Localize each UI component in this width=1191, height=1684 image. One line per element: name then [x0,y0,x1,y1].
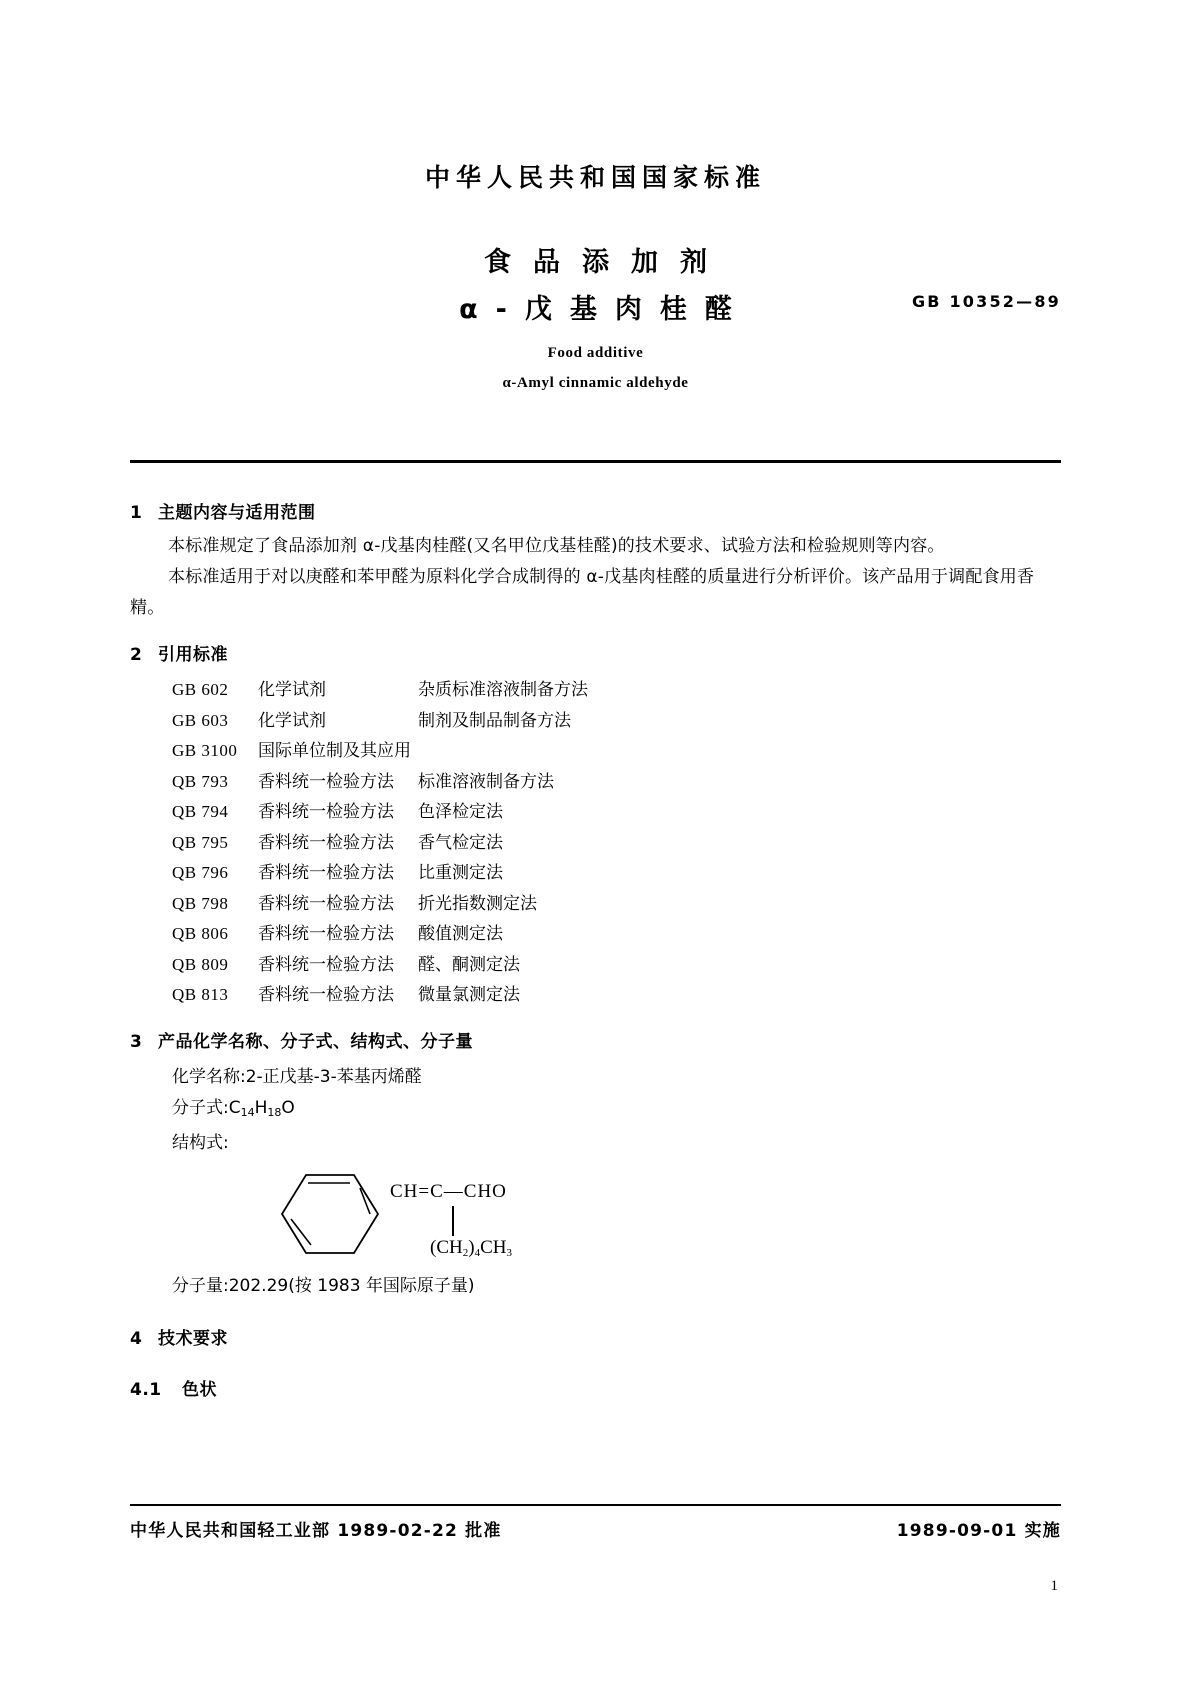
footer-effective-date: 1989-09-01 实施 [896,1521,1061,1541]
reference-title-sub: 香气检定法 [418,832,503,853]
reference-code: GB 603 [172,710,229,730]
reference-title-main: 化学试剂 [258,680,326,700]
reference-title-main: 香料统一检验方法 [258,985,394,1005]
molecular-weight-line: 分子量:202.29(按 1983 年国际原子量) [172,1275,475,1296]
reference-code: QB 795 [172,832,229,852]
reference-code: QB 806 [172,924,229,943]
list-item [130,706,1061,737]
reference-code: QB 794 [172,802,229,821]
section-heading-4 [130,1324,1061,1349]
branch-sub-3: 3 [506,1246,512,1259]
page-title-english-line1: Food additive [547,345,644,361]
list-item [130,767,1061,798]
reference-title-main: 香料统一检验方法 [258,954,394,975]
page-title-english-line2: α-Amyl cinnamic aldehyde [502,375,689,391]
reference-code: QB 809 [172,954,229,974]
page-title-line2: α-戊基肉桂醛 [459,294,750,325]
branch-end: CH [480,1236,507,1258]
reference-code: QB 813 [172,985,229,1004]
page-title-line1: 食品添加剂 [484,247,729,278]
referenced-standards-list [130,675,1061,1011]
list-item [130,675,1061,706]
footer-divider [130,1504,1061,1506]
structure-chain-text: CH=C—CHO [390,1180,507,1202]
section-number-1: 1 [130,503,143,523]
formula-h: H [254,1097,268,1118]
list-item [130,889,1061,920]
section-heading-4-1 [130,1375,1061,1400]
section1-paragraph-1: 本标准规定了食品添加剂 α-戊基肉桂醛(又名甲位戊基桂醛)的技术要求、试验方法和检验规则等内容。 [168,536,945,556]
benzene-ring-icon [280,1171,380,1262]
section-heading-1 [130,498,1061,523]
page-header-national: 中华人民共和国国家标准 [424,163,766,192]
section-heading-2 [130,640,1061,665]
reference-title-main: 香料统一检验方法 [258,771,394,792]
reference-code: QB 798 [172,893,229,913]
formula-subscript-2: 18 [267,1105,282,1119]
reference-title-sub: 醛、酮测定法 [418,954,520,975]
list-item [130,858,1061,889]
branch-sub-1: 2 [462,1246,469,1259]
reference-title-main: 国际单位制及其应用 [258,741,411,761]
structural-formula-figure [280,1159,700,1279]
footer-approval-text: 中华人民共和国轻工业部 1989-02-22 批准 [130,1521,502,1541]
reference-title-main: 香料统一检验方法 [258,893,394,914]
section-title-1: 主题内容与适用范围 [158,503,316,523]
section-heading-3 [130,1027,1061,1052]
reference-title-sub: 折光指数测定法 [418,893,537,914]
reference-title-main: 化学试剂 [258,710,326,731]
reference-title-sub: 标准溶液制备方法 [418,771,554,792]
reference-title-sub: 微量氯测定法 [418,985,520,1005]
molecular-formula-label: 分子式:C [172,1097,241,1118]
reference-title-sub: 色泽检定法 [418,802,503,822]
structure-branch-text [430,1237,512,1259]
reference-code: GB 602 [172,680,229,699]
reference-title-sub: 酸值测定法 [418,924,503,944]
molecular-formula-line [172,1093,1061,1128]
section-number-3: 3 [130,1031,143,1052]
section1-paragraph-2: 本标准适用于对以庚醛和苯甲醛为原料化学合成制得的 α-戊基肉桂醛的质量进行分析评价。该产品用于调配食用香精。 [130,567,1035,618]
section-number-4: 4 [130,1328,143,1349]
list-item [130,919,1061,950]
formula-o: O [281,1097,295,1118]
page-number: 1 [1050,1578,1058,1594]
structure-vertical-bond [452,1206,454,1236]
branch-mid: ) [468,1236,475,1258]
section-number-2: 2 [130,645,143,665]
section-title-3: 产品化学名称、分子式、结构式、分子量 [158,1031,473,1052]
reference-title-sub: 制剂及制品制备方法 [418,710,571,731]
chemical-name-line: 化学名称:2-正戊基-3-苯基丙烯醛 [172,1066,422,1087]
header-divider [130,460,1061,463]
list-item [130,797,1061,828]
list-item [130,980,1061,1011]
branch-sub-2: 4 [474,1246,481,1259]
reference-title-main: 香料统一检验方法 [258,832,394,853]
section-title-4: 技术要求 [158,1328,228,1349]
section-title-2: 引用标准 [158,645,228,665]
list-item [130,950,1061,981]
reference-title-main: 香料统一检验方法 [258,863,394,883]
branch-pre: (CH [430,1236,463,1258]
reference-title-sub: 比重测定法 [418,863,503,883]
standard-number: GB 10352—89 [911,292,1061,311]
structural-formula-label: 结构式: [172,1132,229,1153]
section-title-4-1: 色状 [182,1379,217,1400]
list-item [130,828,1061,859]
reference-title-sub: 杂质标准溶液制备方法 [418,680,588,700]
list-item [130,736,1061,767]
reference-code: GB 3100 [172,741,238,760]
reference-title-main: 香料统一检验方法 [258,924,394,944]
reference-code: QB 796 [172,863,229,882]
reference-title-main: 香料统一检验方法 [258,802,394,822]
formula-subscript-1: 14 [240,1105,255,1119]
chemical-identity-block [130,1062,1061,1159]
document-body [130,498,1061,1408]
section-number-4-1: 4.1 [130,1379,162,1400]
reference-code: QB 793 [172,771,229,791]
